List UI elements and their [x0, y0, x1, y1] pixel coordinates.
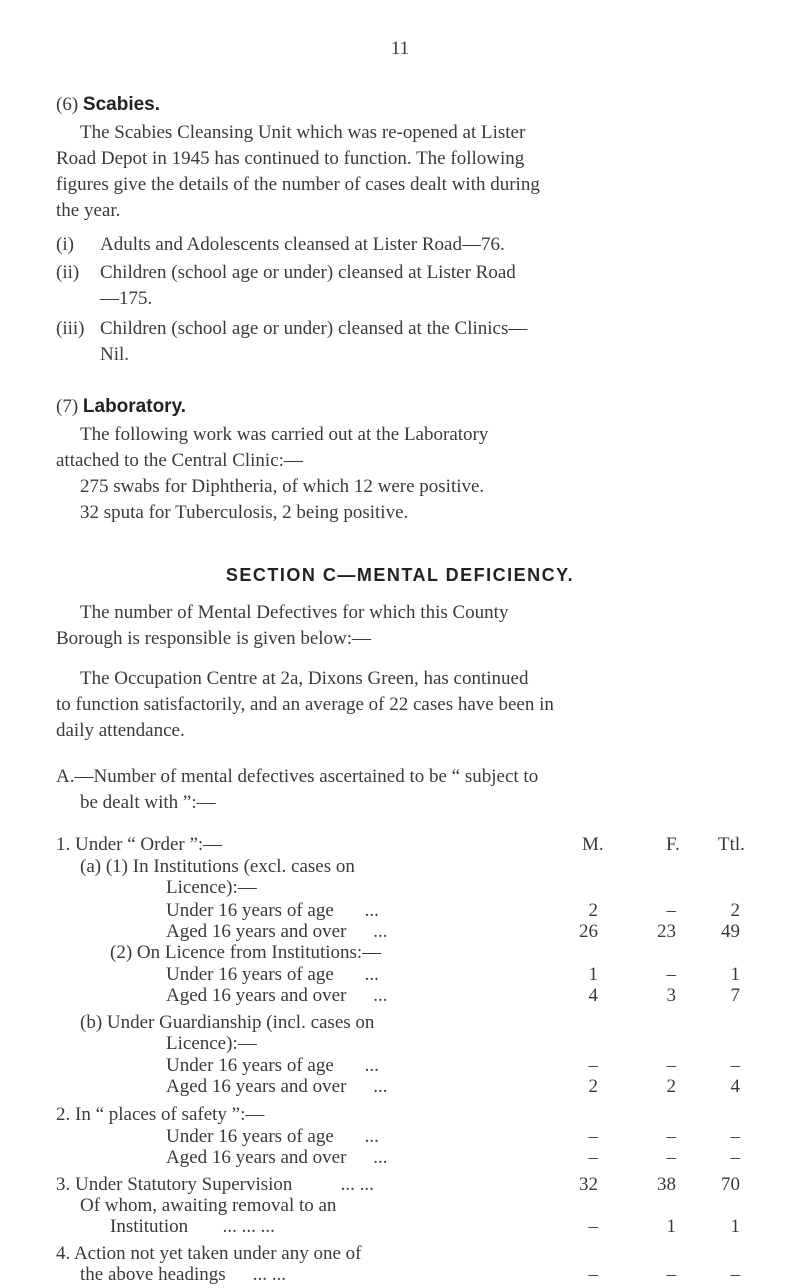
table-row-leader-dots: ... — [364, 900, 379, 921]
table-cell-f: – — [666, 1055, 676, 1076]
table-row-label: Licence):— — [166, 877, 257, 898]
scabies-para-line: Road Depot in 1945 has continued to function. The following — [56, 148, 525, 169]
table-row-label: 3. Under Statutory Supervision — [56, 1174, 293, 1195]
table-cell-t: 4 — [730, 1076, 740, 1097]
scabies-heading-num: (6) — [56, 94, 79, 115]
table-row-label: Aged 16 years and over — [166, 1147, 347, 1168]
table-row-label: the above headings — [80, 1264, 226, 1285]
table-row-leader-dots: ... — [373, 1076, 388, 1097]
table-cell-f: – — [666, 1147, 676, 1168]
scabies-para-line: the year. — [56, 200, 121, 221]
scabies-item-ii-text-cont: —175. — [100, 288, 153, 309]
column-header-ttl: Ttl. — [718, 834, 745, 855]
table-row-label: Under 16 years of age — [166, 964, 334, 985]
table-row-label: Licence):— — [166, 1033, 257, 1054]
table-row-label: Under 16 years of age — [166, 900, 334, 921]
section-c-heading: SECTION C—MENTAL DEFICIENCY. — [225, 565, 575, 585]
scabies-item-iii-text: Children (school age or under) cleansed at the Clinics— — [100, 318, 528, 339]
table-cell-t: 49 — [721, 921, 740, 942]
scabies-heading — [56, 92, 160, 118]
table-cell-f: – — [666, 1264, 676, 1285]
table-row-label: Under 16 years of age — [166, 1126, 334, 1147]
table-row-label: (2) On Licence from Institutions:— — [110, 942, 382, 963]
scabies-item-iii-text-cont: Nil. — [100, 344, 130, 365]
table-cell-f: 2 — [666, 1076, 676, 1097]
table-cell-m: 1 — [588, 964, 598, 985]
section-c-a-heading-cont: be dealt with ”:— — [80, 792, 216, 813]
section-c-para-line: to function satisfactorily, and an average of 22 cases have been in — [56, 694, 554, 715]
table-row-label: Aged 16 years and over — [166, 1076, 347, 1097]
laboratory-para-line: attached to the Central Clinic:— — [56, 450, 303, 471]
table-cell-f: 38 — [657, 1174, 676, 1195]
laboratory-heading-text: Laboratory. — [82, 396, 187, 417]
table-row-leader-dots: ... — [364, 964, 379, 985]
scabies-para-line: figures give the details of the number of cases dealt with during — [56, 174, 540, 195]
table-cell-f: 1 — [666, 1216, 676, 1237]
scabies-item-i-text: Adults and Adolescents cleansed at Lister Road—76. — [100, 234, 505, 255]
table-cell-f: – — [666, 900, 676, 921]
table-cell-f: 3 — [666, 985, 676, 1006]
table-row-label: 4. Action not yet taken under any one of — [56, 1243, 362, 1264]
table-row-label: Under 16 years of age — [166, 1055, 334, 1076]
column-header-f: F. — [666, 834, 680, 855]
scabies-item-iii-label: (iii) — [56, 318, 85, 339]
table-row-leader-dots: ... — [364, 1126, 379, 1147]
table-cell-t: 7 — [730, 985, 740, 1006]
laboratory-heading-num: (7) — [56, 396, 79, 417]
table-cell-m: 2 — [588, 1076, 598, 1097]
table-row-label: Of whom, awaiting removal to an — [80, 1195, 337, 1216]
scabies-para-line: The Scabies Cleansing Unit which was re-opened at Lister — [80, 122, 526, 143]
table-cell-t: 1 — [730, 964, 740, 985]
scabies-item-i-label: (i) — [56, 234, 74, 255]
laboratory-item: 32 sputa for Tuberculosis, 2 being positive. — [80, 502, 409, 523]
table-cell-t: – — [730, 1055, 740, 1076]
table-cell-m: 26 — [579, 921, 598, 942]
table-row-label: Institution — [110, 1216, 189, 1237]
table-cell-t: 1 — [730, 1216, 740, 1237]
table-cell-f: – — [666, 964, 676, 985]
page-number: 11 — [390, 38, 410, 59]
table-cell-f: – — [666, 1126, 676, 1147]
section-c-a-heading: A.—Number of mental defectives ascertained to be “ subject to — [56, 766, 539, 787]
table-cell-m: – — [588, 1147, 598, 1168]
section-c-para-line: The number of Mental Defectives for which this County — [80, 602, 509, 623]
column-header-m: M. — [582, 834, 604, 855]
table-cell-m: 2 — [588, 900, 598, 921]
table-row-label: 1. Under “ Order ”:— — [56, 834, 223, 855]
table-row-label: Aged 16 years and over — [166, 921, 347, 942]
table-row-leader-dots: ... — [373, 985, 388, 1006]
laboratory-para-line: The following work was carried out at the Laboratory — [80, 424, 489, 445]
table-row-leader-dots: ... ... — [340, 1174, 374, 1195]
table-cell-t: 2 — [730, 900, 740, 921]
laboratory-item: 275 swabs for Diphtheria, of which 12 were positive. — [80, 476, 485, 497]
table-cell-t: – — [730, 1147, 740, 1168]
table-cell-t: 70 — [721, 1174, 740, 1195]
section-c-para-line: The Occupation Centre at 2a, Dixons Green, has continued — [80, 668, 529, 689]
scabies-heading-text: Scabies. — [82, 94, 161, 115]
section-c-para-line: daily attendance. — [56, 720, 185, 741]
table-row-label: (a) (1) In Institutions (excl. cases on — [80, 856, 355, 877]
table-row-label: Aged 16 years and over — [166, 985, 347, 1006]
table-row-leader-dots: ... — [373, 1147, 388, 1168]
table-row-label: (b) Under Guardianship (incl. cases on — [80, 1012, 375, 1033]
table-row-leader-dots: ... — [373, 921, 388, 942]
table-cell-t: – — [730, 1126, 740, 1147]
table-cell-m: – — [588, 1264, 598, 1285]
table-cell-m: 32 — [579, 1174, 598, 1195]
table-row-leader-dots: ... — [364, 1055, 379, 1076]
table-cell-m: – — [588, 1126, 598, 1147]
table-row-leader-dots: ... ... — [252, 1264, 287, 1285]
table-cell-m: 4 — [588, 985, 598, 1006]
section-c-para-line: Borough is responsible is given below:— — [56, 628, 372, 649]
table-cell-f: 23 — [657, 921, 676, 942]
scabies-item-ii-text: Children (school age or under) cleansed at Lister Road — [100, 262, 516, 283]
scabies-item-ii-label: (ii) — [56, 262, 80, 283]
table-row-leader-dots: ... ... ... — [222, 1216, 275, 1237]
table-row-label: 2. In “ places of safety ”:— — [56, 1104, 265, 1125]
table-cell-m: – — [588, 1216, 598, 1237]
table-cell-m: – — [588, 1055, 598, 1076]
laboratory-heading — [56, 394, 186, 420]
table-cell-t: – — [730, 1264, 740, 1285]
